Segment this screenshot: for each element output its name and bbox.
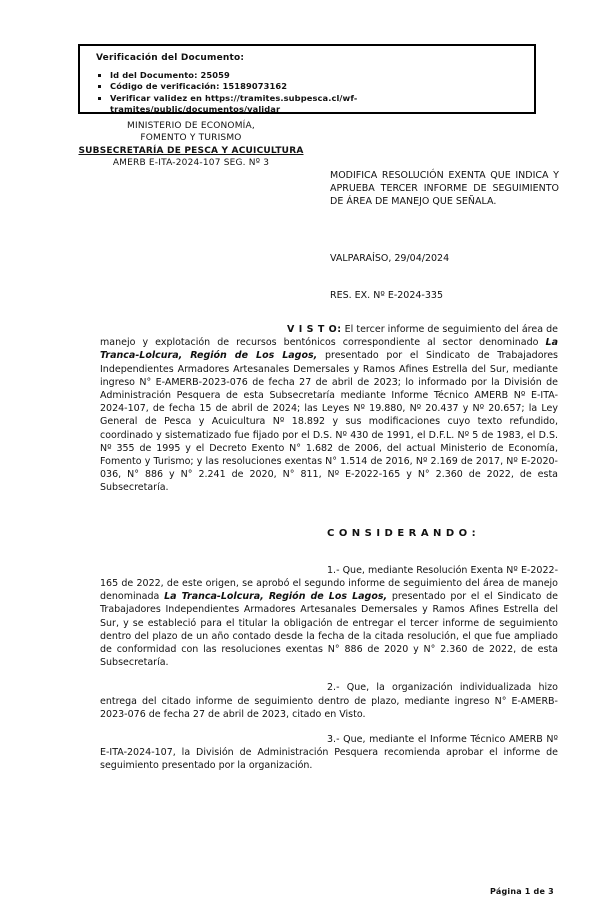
paragraph1-text-after: presentado por el el Sindicato de Trabajadores Independientes Armadores Artesanales Demersales y Ramos Afines Estrella del Sur, y se estableció para el titular la obligación de entregar el tercer informe de seguimiento dentro del plazo de un año contado desde la fecha de la citada resolución, el que fue ampliado de conformidad con las resoluciones exentas N° 886 de 2020 y N° 2.360 de 2022, de esta Subsecretaría.	[100, 591, 558, 669]
verification-item-code: ▪ Código de verificación: 15189073162	[110, 81, 522, 92]
ministry-name-line1: MINISTERIO DE ECONOMÍA,	[127, 121, 255, 131]
place-date: VALPARAÍSO, 29/04/2024	[330, 253, 450, 264]
ministry-name-line2: FOMENTO Y TURISMO	[140, 133, 242, 144]
verification-item-document-id: ▪ Id del Documento: 25059	[110, 70, 522, 81]
visto-text-before: El tercer informe de seguimiento del área de manejo y explotación de recursos bentónicos correspondiente al sector denominado	[100, 324, 558, 349]
considerando-paragraph-1	[100, 564, 558, 670]
verification-box	[78, 44, 536, 114]
considerando-paragraph-3: 3.- Que, mediante el Informe Técnico AMERB Nº E-ITA-2024-107, la División de Administración Pesquera recomienda aprobar el informe de seguimiento presentado por la organización.	[100, 734, 558, 772]
visto-paragraph	[100, 323, 558, 495]
paragraph1-text-before: 1.- Que, mediante Resolución Exenta Nº E-2022-165 de 2022, de este origen, se aprobó el segundo informe de seguimiento del área de manejo denominada	[100, 564, 558, 603]
letterhead	[47, 120, 335, 170]
document-body	[100, 323, 558, 773]
page-number: Página 1 de 3	[490, 887, 554, 896]
management-area-name: La Tranca-Lolcura, Región de Los Lagos,	[100, 337, 558, 362]
verification-title: Verificación del Documento:	[96, 53, 245, 63]
amerb-reference: AMERB E-ITA-2024-107 SEG. Nº 3	[112, 158, 270, 169]
visto-label: V I S T O:	[287, 324, 342, 335]
verification-item-url: ▪ Verificar validez en https://tramites.subpesca.cl/wf-tramites/public/documentos/validar	[110, 93, 522, 116]
subsecretaria-title: SUBSECRETARÍA DE PESCA Y ACUICULTURA	[78, 145, 304, 156]
considerando-heading: C O N S I D E R A N D O :	[327, 527, 477, 539]
verification-list	[96, 70, 522, 115]
resolution-number: RES. EX. Nº E-2024-335	[330, 290, 443, 301]
resolution-subject: MODIFICA RESOLUCIÓN EXENTA QUE INDICA Y APRUEBA TERCER INFORME DE SEGUIMIENTO DE ÁREA DE MANEJO QUE SEÑALA.	[330, 170, 559, 208]
considerando-paragraph-2: 2.- Que, la organización individualizada hizo entrega del citado informe de seguimiento dentro de plazo, mediante ingreso N° E-AMERB-2023-076 de fecha 27 de abril de 2023, citado en Visto.	[100, 682, 558, 720]
management-area-name: La Tranca-Lolcura, Región de Los Lagos,	[164, 591, 388, 603]
visto-text-after: presentado por el Sindicato de Trabajadores Independientes Armadores Artesanales Demersales y Ramos Afines Estrella del Sur, mediante ingreso N° E-AMERB-2023-076 de fecha 27 de abril de 2023; lo informado por la División de Administración Pesquera de esta Subsecretaría mediante Informe Técnico AMERB Nº E-ITA-2024-107, de fecha 15 de abril de 2024; las Leyes Nº 19.880, Nº 20.437 y Nº 20.657; la Ley General de Pesca y Acuicultura Nº 18.892 y sus modificaciones cuyo texto refundido, coordinado y sistematizado fue fijado por el D.S. Nº 430 de 1991, el D.F.L. Nº 5 de 1983, el D.S. Nº 355 de 1995 y el Decreto Exento N° 1.682 de 2006, del actual Ministerio de Economía, Fomento y Turismo; y las resoluciones exentas N° 1.514 de 2016, Nº 2.169 de 2017, Nº E-2020-036, N° 886 y N° 2.241 de 2020, N° 811, Nº E-2022-165 y N° 2.360 de 2022, de esta Subsecretaría.	[100, 350, 558, 494]
